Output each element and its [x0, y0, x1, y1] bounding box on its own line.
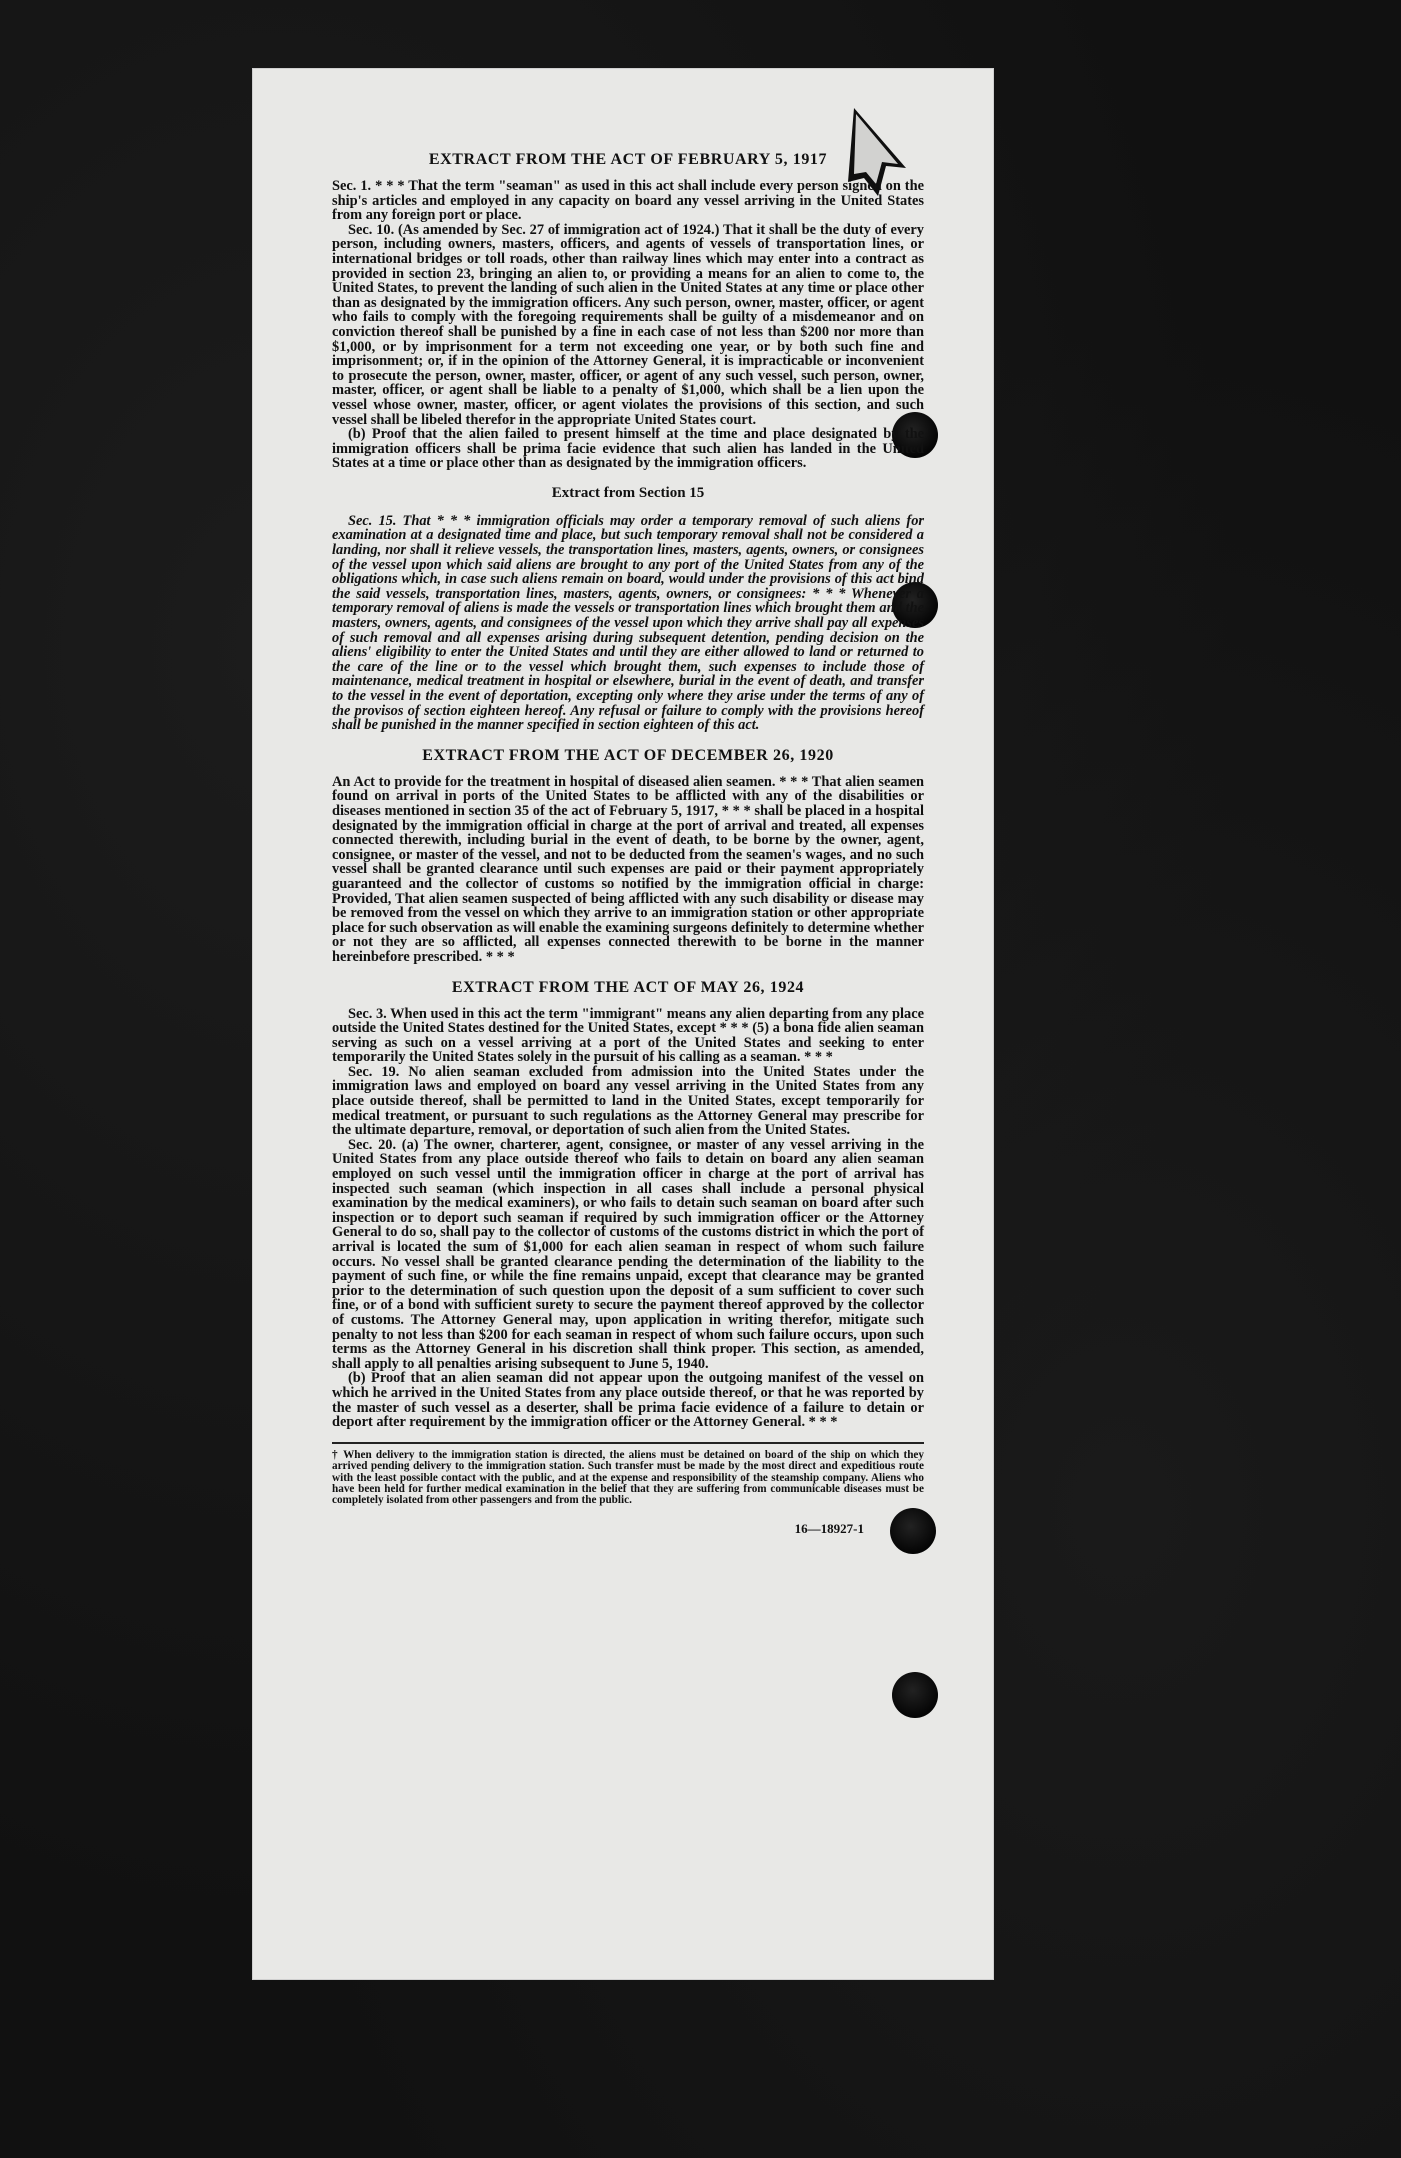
punch-hole	[892, 1672, 938, 1718]
section-15-text: Sec. 15. That * * * immigration officials may order a temporary removal of such aliens for examination at a designated time and place, but such temporary removal shall not be considered a landing, nor shall it relieve vessels, the transportation lines, masters, agents, owners, or consignees of the vessel upon which said aliens are brought to any port of the United States from any of the obligations which, in case such aliens remain on board, would under the provisions of this act bind the said vessels, transportation lines, masters, agents, owners, or consignees: * * * Whenever a temporary removal of aliens is made the vessels or transportation lines which brought them and the masters, owners, agents, and consignees of the vessel upon which they arrive shall pay all expenses of such removal and all expenses arising during subsequent detention, pending decision on the aliens' eligibility to enter the United States and until they are either allowed to land or returned to the care of the line or to the vessel which brought them, such expenses to include those of maintenance, medical treatment in hospital or elsewhere, burial in the event of death, and transfer to the vessel in the event of deportation, excepting only where they arise under the terms of any of the provisos of section eighteen hereof. Any refusal or failure to comply with the provisions hereof shall be punished in the manner specified in section eighteen of this act.	[332, 512, 924, 734]
document-body	[332, 151, 924, 1537]
document-sheet	[252, 68, 994, 1980]
form-number: 16—18927-1	[794, 1520, 864, 1536]
heading-act-1924: EXTRACT FROM THE ACT OF MAY 26, 1924	[451, 978, 805, 996]
act-1920-text: An Act to provide for the treatment in hospital of diseased alien seamen. * * * That alien seamen found on arrival in ports of the United States to be afflicted with any of the disabilities or diseases mentioned in section 35 of the act of February 5, 1917, * * * shall be placed in a hospital designated by the immigration official in charge at the port of arrival and treated, all expenses connected therewith, including burial in the event of death, to be borne by the owner, agent, consignee, or master of the vessel, and not to be deducted from the seamen's wages, and no such vessel shall be granted clearance until such expenses are paid or their payment appropriately guaranteed and the collector of customs so notified by the immigration official in charge: Provided, That alien seamen suspected of being afflicted with any such disability or disease may be removed from the vessel on which they arrive to an immigration station or other appropriate place for such observation as will enable the examining surgeons definitely to determine whether or not they are so afflicted, all expenses connected therewith to be borne in the manner hereinbefore prescribed. * * *	[332, 773, 924, 965]
footnote-divider	[332, 1442, 924, 1444]
section-19-text: Sec. 19. No alien seaman excluded from admission into the United States under the immigration laws and employed on board any vessel arriving in the United States from any place outside thereof, shall be permitted to land in the United States, except temporarily for medical treatment, or pursuant to such regulations as the Attorney General may prescribe for the ultimate departure, removal, or deportation of such alien from the United States.	[332, 1063, 924, 1139]
heading-section-15: Extract from Section 15	[551, 484, 705, 501]
section-3-text: Sec. 3. When used in this act the term "immigrant" means any alien departing from any place outside the United States destined for the United States, except * * * (5) a bona fide alien seaman serving as such on a vessel arriving at a port of the United States and seeking to enter temporarily the United States solely in the pursuit of his calling as a seaman. * * *	[332, 1005, 924, 1066]
footnote-text: † When delivery to the immigration station is directed, the aliens must be detained on board of the ship on which they arrived pending delivery to the immigration station. Such transfer must be made by the most direct and expeditious route with the least possible contact with the public, and at the expense and responsibility of the steamship company. Aliens who have been held for further medical examination in the belief that they are suffering from communicable diseases must be completely isolated from other passengers and from the public.	[332, 1448, 924, 1507]
section-20b-text: (b) Proof that an alien seaman did not appear upon the outgoing manifest of the vessel on which he arrived in the United States from any place outside thereof, or that he was reported by the master of such vessel as a deserter, shall be prima facie evidence of a failure to detain or deport after requirement by the immigration officer or the Attorney General. * * *	[332, 1370, 924, 1431]
section-1-text: Sec. 1. * * * That the term "seaman" as used in this act shall include every person signed on the ship's articles and employed in any capacity on board any vessel arriving in the United States from any foreign port or place.	[332, 178, 924, 224]
section-10-text: Sec. 10. (As amended by Sec. 27 of immigration act of 1924.) That it shall be the duty of every person, including owners, masters, officers, and agents of vessels of transportation lines, or international bridges or toll roads, other than railway lines which may enter into a contract as provided in section 23, bringing an alien to, or providing a means for an alien to come to, the United States, to prevent the landing of such alien in the United States at any time or place other than as designated by the immigration officers. Any such person, owner, master, officer, or agent who fails to comply with the foregoing requirements shall be guilty of a misdemeanor and on conviction thereof shall be punished by a fine in each case of not less than $200 nor more than $1,000, or by imprisonment for a term not exceeding one year, or by both such fine and imprisonment; or, if in the opinion of the Attorney General, it is impracticable or inconvenient to prosecute the person, owner, master, officer, or agent of any such vessel, such person, owner, master, officer, or agent shall be liable to a penalty of $1,000, which shall be a lien upon the vessel whose owner, master, officer, or agent violates the provisions of this section, and such vessel shall be libeled therefor in the appropriate United States court.	[332, 221, 924, 428]
heading-act-1920: EXTRACT FROM THE ACT OF DECEMBER 26, 1920	[422, 746, 834, 764]
section-10b-text: (b) Proof that the alien failed to present himself at the time and place designated by the immigration officers shall be prima facie evidence that such alien has landed in the United States at a time or place other than as designated by the immigration officers.	[332, 426, 924, 472]
heading-act-1917: EXTRACT FROM THE ACT OF FEBRUARY 5, 1917	[428, 151, 828, 168]
section-20-text: Sec. 20. (a) The owner, charterer, agent, consignee, or master of any vessel arriving in the United States from any place outside thereof who fails to detain on board any alien seaman employed on such vessel until the immigration officer in charge at the port of arrival has inspected such seaman (which inspection in all cases shall include a personal physical examination by the medical examiners), or who fails to detain such seaman on board after such inspection or to deport such seaman if required by such immigration officer or the Attorney General to do so, shall pay to the collector of customs of the customs district in which the port of arrival is located the sum of $1,000 for each alien seaman in respect of whom such failure occurs. No vessel shall be granted clearance pending the determination of the liability to the payment of such fine, or while the fine remains unpaid, except that clearance may be granted prior to the determination of such question upon the deposit of a sum sufficient to cover such fine, or of a bond with sufficient surety to secure the payment thereof approved by the collector of customs. The Attorney General may, upon application in writing therefor, mitigate such penalty to not less than $200 for each seaman in respect of whom such failure occurs, upon such terms as the Attorney General in his discretion shall think proper. This section, as amended, shall apply to all penalties arising subsequent to June 5, 1940.	[332, 1136, 924, 1372]
